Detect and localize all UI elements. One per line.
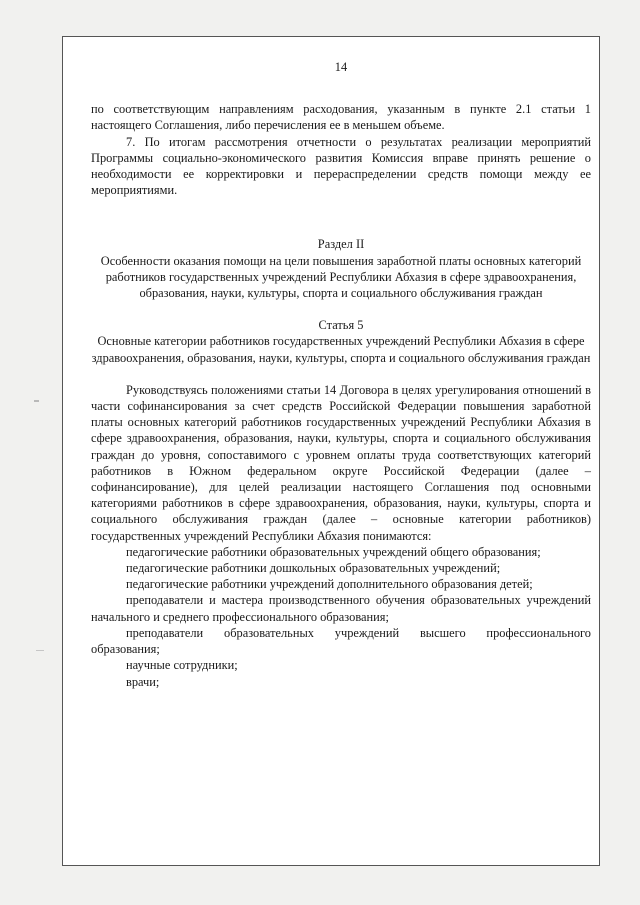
list-item: педагогические работники учреждений дополнительного образования детей; (126, 577, 533, 592)
section-label: Раздел II (317, 237, 365, 252)
page-content (91, 59, 591, 690)
article-label: Статья 5 (318, 318, 364, 333)
scan-artifact (34, 400, 39, 402)
scan-artifact (36, 650, 44, 651)
list-item: врачи; (126, 674, 160, 689)
intro-paragraph-continuation: по соответствующим направлениям расходования, указанным в пункте 2.1 статьи 1 настоящего Соглашения, либо перечисления ее в меньшем объеме. (91, 102, 591, 133)
article-main-paragraph: Руководствуясь положениями статьи 14 Договора в целях урегулирования отношений в части софинансирования за счет средств Российской Федерации повышения заработной платы основных категорий работников государственных учреждений Республики Абхазия в сфере здравоохранения, образования, науки, культуры, спорта и социального обслуживания граждан до уровня, сопоставимого с уровнем оплаты труда соответствующих категорий работников в Южном федеральном округе Российской Федерации (далее – софинансирование), для целей реализации настоящего Соглашения под основными категориями работников в сфере здравоохранения, образования, науки, культуры, спорта и социального обслуживания граждан (далее – основные категории работников) государственных учреждений Республики Абхазия понимаются: (91, 382, 591, 543)
list-item: преподаватели и мастера производственного обучения образовательных учреждений начального и среднего профессионального образования; (91, 593, 591, 624)
section-title: Особенности оказания помощи на цели повышения заработной платы основных категорий работников государственных учреждений Республики Абхазия в сфере здравоохранения, образования, науки, культуры, спорта и социального обслуживания граждан (100, 253, 582, 301)
article-body (91, 382, 591, 690)
list-item: педагогические работники образовательных учреждений общего образования; (126, 544, 541, 559)
article-title: Основные категории работников государственных учреждений Республики Абхазия в сфере здравоохранения, образования, науки, культуры, спорта и социального обслуживания граждан (91, 334, 591, 365)
page-number: 14 (334, 60, 348, 74)
list-item: научные сотрудники; (126, 658, 238, 673)
document-page (62, 36, 600, 866)
list-item: педагогические работники дошкольных образовательных учреждений; (126, 561, 501, 576)
list-item: преподаватели образовательных учреждений высшего профессионального образования; (91, 625, 591, 657)
section-heading (91, 236, 591, 301)
intro-paragraph-7: 7. По итогам рассмотрения отчетности о результатах реализации мероприятий Программы социально-экономического развития Комиссия вправе принять решение о необходимости ее корректировки и перераспределении средств помощи между ее мероприятиями. (91, 134, 591, 198)
article-heading (91, 317, 591, 366)
